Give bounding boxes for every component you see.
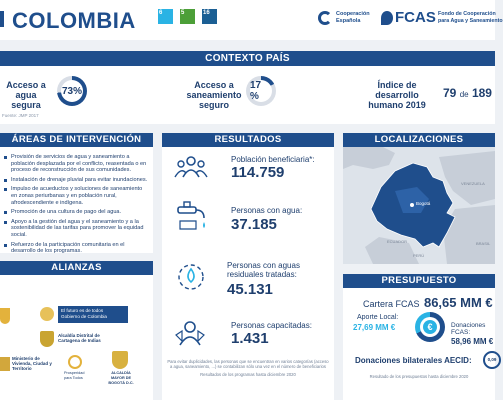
cartera-value: 86,65 MM €	[423, 295, 493, 310]
agua-label: Acceso a agua segura	[6, 80, 46, 110]
cartagena-logo: Alcaldía Distrital de Cartagena de Indias	[58, 333, 101, 343]
flag-icon	[0, 11, 4, 27]
contexto-bar: CONTEXTO PAÍS	[0, 51, 495, 66]
saneamiento-ring	[246, 76, 276, 106]
presupuesto-panel	[343, 288, 495, 400]
donaciones-value: 58,96 MM €	[451, 337, 494, 346]
neighbor-brasil: BRASIL	[476, 241, 491, 246]
idh-value: 79 de 189	[443, 86, 492, 100]
agua-value: 73%	[61, 80, 83, 102]
fcas-logo-text: FCAS	[395, 9, 436, 26]
presupuesto-note: Resultado de los presupuestos hasta diciembre 2020	[369, 374, 469, 379]
cooperacion-logo-text: Cooperación Española	[336, 11, 370, 24]
bilaterales-label: Donaciones bilaterales AECID:	[355, 356, 472, 365]
agua-ring	[57, 76, 87, 106]
agua-value: 37.185	[231, 216, 277, 233]
aporte-label: Aporte Local:	[357, 314, 399, 321]
cartera-row	[363, 294, 493, 312]
water-treatment-icon	[174, 262, 208, 292]
cartera-label: Cartera FCAS	[363, 299, 420, 309]
alianzas-panel	[0, 275, 153, 400]
prosperidad-text: Prosperidad para Todos	[64, 371, 85, 380]
saneamiento-value: 17 %	[250, 80, 272, 102]
prosperidad-logo	[68, 355, 82, 369]
bilaterales-badge: 0,09	[483, 351, 501, 369]
resultados-bar: RESULTADOS	[162, 133, 334, 147]
contexto-panel	[0, 66, 495, 124]
futuro-logo: El futuro es de todos Gobierno de Colombia	[58, 306, 128, 323]
training-icon	[172, 319, 208, 347]
fcas-logo-subtitle: Fondo de Cooperación para Agua y Saneamiento	[438, 11, 503, 24]
list-item: Promoción de una cultura de pago del agua.	[4, 209, 148, 216]
source-note: Fuente: JMP 2017	[2, 113, 39, 118]
neighbor-peru: PERÚ	[413, 253, 425, 258]
country-title: COLOMBIA	[12, 8, 136, 33]
fcas-logo-icon	[381, 11, 393, 25]
sdg-badge-16: 16	[202, 9, 217, 24]
areas-list	[4, 154, 148, 258]
neighbor-ecuador: ECUADOR	[387, 239, 408, 244]
resultados-panel	[162, 147, 334, 400]
ministerio-crest-icon	[0, 357, 10, 371]
cooperacion-logo-icon	[318, 11, 332, 25]
donaciones-label: Donaciones FCAS:	[451, 322, 486, 336]
capital-label: Bogotá	[416, 201, 431, 206]
beneficiaria-value: 114.759	[231, 164, 285, 181]
residuales-label: Personas con aguas residuales tratadas:	[227, 261, 300, 279]
header	[0, 0, 503, 40]
capacitadas-label: Personas capacitadas:	[231, 321, 312, 330]
sdg-badge-6: 6	[158, 9, 173, 24]
areas-bar: ÁREAS DE INTERVENCIÓN	[0, 133, 153, 147]
residuales-value: 45.131	[227, 281, 273, 298]
cartagena-crest-icon	[40, 331, 54, 347]
bogota-logo: ALCALDÍA MAYOR DE BOGOTÁ D.C.	[108, 371, 134, 385]
list-item: Provisión de servicios de agua y saneamiento a población desplazada por el conflicto, reasentada o en proceso de reconstrucción de sus comunidades.	[4, 154, 148, 174]
resultados-note-2: Resultados de los programas hasta diciembre 2020	[200, 372, 296, 377]
agua-label: Personas con agua:	[231, 206, 303, 215]
presupuesto-bar: PRESUPUESTO	[343, 274, 495, 288]
saneamiento-label: Acceso a saneamiento seguro	[186, 80, 242, 110]
neighbor-venezuela: VENEZUELA	[461, 181, 485, 186]
people-icon	[174, 155, 208, 179]
idh-label: Índice de desarrollo humano 2019	[368, 80, 426, 110]
bogota-crest-icon	[112, 351, 128, 369]
resultados-note: Para evitar duplicidades, las personas que se encuentran en varios categorías (acceso a agua, saneamiento, ...) se contabilizan sólo una vez en el número de beneficiarios	[167, 359, 329, 369]
sdg-badge-5: 5	[180, 9, 195, 24]
beneficiaria-label: Población beneficiaria*:	[231, 155, 315, 164]
shield-logo-icon	[0, 308, 10, 324]
list-item: Apoyo a la gestión del agua y el saneamiento y a la sostenibilidad de las tarifas para promover la equidad social.	[4, 219, 148, 239]
localizaciones-bar: LOCALIZACIONES	[343, 133, 495, 147]
list-item: Instalación de drenaje pluvial para evitar inundaciones.	[4, 177, 148, 184]
faucet-icon	[174, 201, 208, 231]
colombia-crest-icon	[40, 307, 54, 321]
ministerio-logo: Ministerio de Vivienda, Ciudad y Territorio	[12, 356, 52, 371]
list-item: Refuerzo de la participación comunitaria en el desarrollo de los programas.	[4, 242, 148, 255]
list-item: Impulso de acueductos y soluciones de saneamiento en zonas periurbanas y en población rural, afrodescendiente e indígena.	[4, 186, 148, 206]
areas-panel	[0, 147, 153, 253]
euro-ring-icon: €	[415, 312, 445, 342]
capacitadas-value: 1.431	[231, 330, 269, 347]
aporte-value: 27,69 MM €	[353, 323, 396, 332]
alianzas-bar: ALIANZAS	[0, 261, 153, 275]
localizaciones-panel	[343, 147, 495, 264]
